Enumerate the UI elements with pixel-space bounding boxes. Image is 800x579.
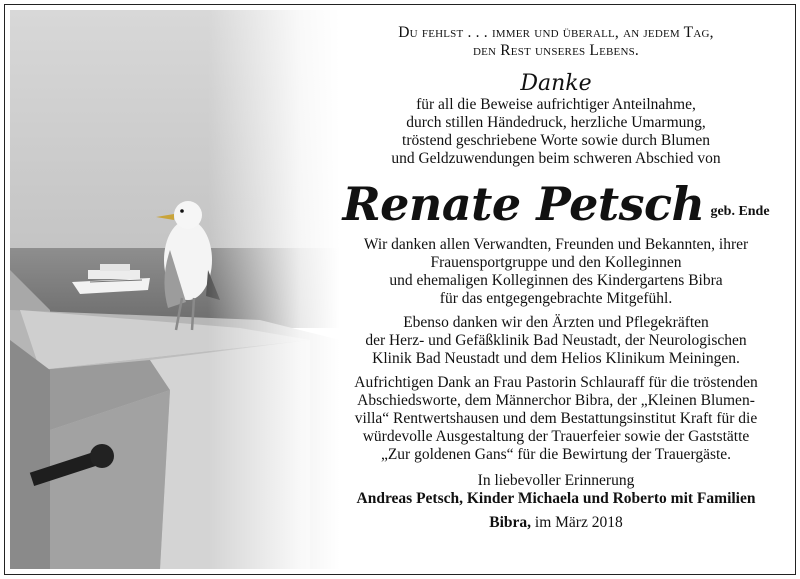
thanks-paragraph-2	[330, 314, 782, 368]
thanks-paragraph-1	[330, 236, 782, 308]
paragraph-line: Wir danken allen Verwandten, Freunden und Bekannten, ihrer	[363, 236, 749, 253]
paragraph-line: der Herz- und Gefäßklinik Bad Neustadt, der Neurologischen	[365, 332, 747, 349]
paragraph-line: Abschiedsworte, dem Männerchor Bibra, der „Kleinen Blumen-	[357, 392, 755, 409]
intro-line: durch stillen Händedruck, herzliche Umarmung,	[406, 114, 706, 131]
intro-line: tröstend geschriebene Worte sowie durch Blumen	[402, 132, 710, 149]
seagull-photo	[10, 10, 340, 569]
remembrance-line: In liebevoller Erinnerung	[477, 472, 635, 489]
paragraph-line: und ehemaligen Kolleginnen des Kindergartens Bibra	[389, 272, 723, 289]
deceased-name: Renate Petsch	[342, 177, 705, 231]
paragraph-line: „Zur goldenen Gans“ für die Bewirtung der Trauergäste.	[380, 446, 732, 463]
paragraph-line: Frauensportgruppe und den Kolleginnen	[430, 254, 682, 271]
deceased-name-row	[330, 178, 782, 230]
paragraph-line: würdevolle Ausgestaltung der Trauerfeier sowie der Gaststätte	[362, 428, 750, 445]
maiden-name: geb. Ende	[710, 204, 770, 219]
motto	[330, 24, 782, 60]
paragraph-line: Ebenso danken wir den Ärzten und Pflegekräften	[403, 314, 709, 331]
intro-line: und Geldzuwendungen beim schweren Abschied von	[391, 150, 721, 167]
paragraph-line: für das entgegengebrachte Mitgefühl.	[439, 290, 673, 307]
intro-text	[330, 96, 782, 168]
family-signature: Andreas Petsch, Kinder Michaela und Roberto mit Familien	[356, 490, 756, 507]
closing	[330, 472, 782, 532]
intro-line: für all die Beweise aufrichtiger Anteilnahme,	[416, 96, 696, 113]
place-date	[330, 514, 782, 532]
date: im März 2018	[534, 514, 623, 531]
thanks-paragraph-3	[330, 374, 782, 464]
place: Bibra,	[489, 514, 532, 531]
paragraph-line: Klinik Bad Neustadt und dem Helios Klinikum Meiningen.	[372, 350, 740, 367]
danke-heading: Danke	[520, 71, 592, 96]
paragraph-line: villa“ Rentwertshausen und dem Bestattungsinstitut Kraft für die	[354, 410, 758, 427]
motto-line: den Rest unseres Lebens.	[472, 42, 639, 59]
paragraph-line: Aufrichtigen Dank an Frau Pastorin Schlauraff für die tröstenden	[354, 374, 758, 391]
motto-line: Du fehlst . . . immer und überall, an jedem Tag,	[398, 24, 714, 41]
notice-text	[330, 24, 782, 532]
